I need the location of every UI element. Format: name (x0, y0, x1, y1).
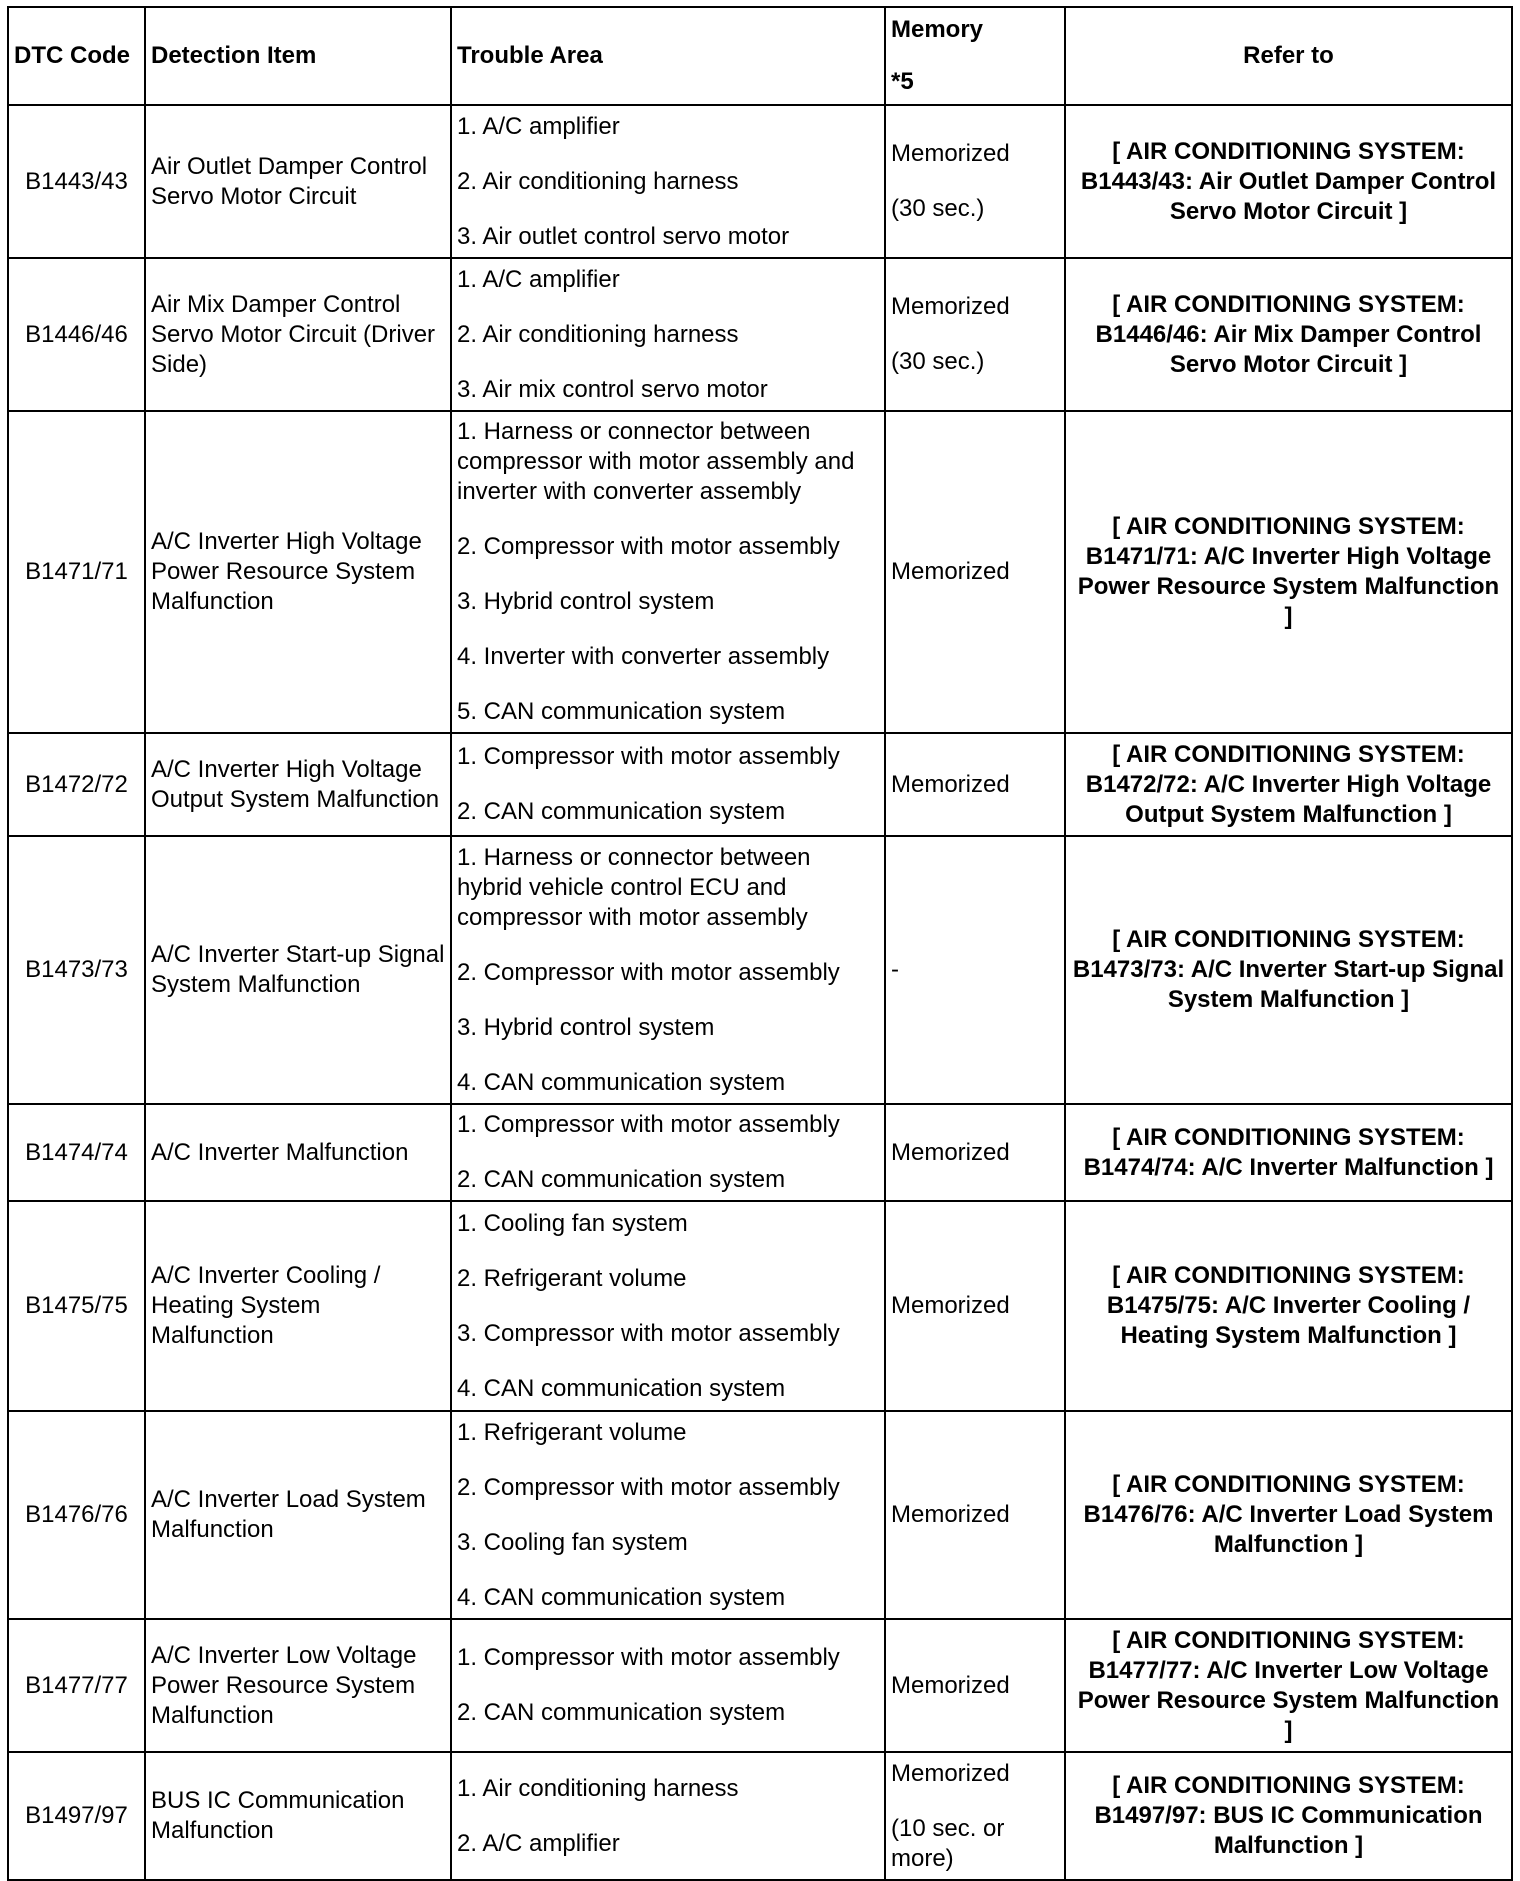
dtc-code-cell: B1474/74 (8, 1104, 145, 1201)
trouble-area-item: 1. Compressor with motor assembly (457, 1644, 840, 1671)
memory-cell (885, 1752, 1065, 1880)
trouble-area-item: 1. Compressor with motor assembly (457, 1111, 840, 1138)
dtc-code-cell: B1443/43 (8, 105, 145, 258)
trouble-area-item: 5. CAN communication system (457, 698, 786, 725)
dtc-code-cell: B1497/97 (8, 1752, 145, 1880)
trouble-area-cell (451, 1752, 885, 1880)
trouble-area-item: 3. Cooling fan system (457, 1528, 688, 1556)
memory-duration: (30 sec.) (891, 348, 985, 375)
trouble-area-item: 2. CAN communication system (457, 1699, 786, 1726)
detection-item-cell: Air Mix Damper Control Servo Motor Circuit (Driver Side) (145, 258, 451, 411)
header-memory-note: *5 (891, 68, 914, 95)
table-row (8, 1201, 1512, 1411)
dtc-code-cell: B1473/73 (8, 836, 145, 1104)
trouble-area-item: 3. Air outlet control servo motor (457, 222, 790, 250)
trouble-area-item: 2. CAN communication system (457, 798, 786, 825)
table-row (8, 1619, 1512, 1752)
header-memory-label: Memory (891, 16, 984, 43)
trouble-area-item: 1. Air conditioning harness (457, 1774, 739, 1802)
detection-item-cell: A/C Inverter Load System Malfunction (145, 1411, 451, 1619)
table-row (8, 1752, 1512, 1880)
trouble-area-item: 4. Inverter with converter assembly (457, 643, 830, 670)
refer-to-cell: [ AIR CONDITIONING SYSTEM: B1474/74: A/C Inverter Malfunction ] (1065, 1104, 1512, 1201)
header-detection-item: Detection Item (145, 7, 451, 105)
trouble-area-item: 2. Compressor with motor assembly (457, 533, 840, 560)
trouble-area-item: 4. CAN communication system (457, 1374, 786, 1402)
table-row (8, 258, 1512, 411)
detection-item-cell: A/C Inverter High Voltage Output System Malfunction (145, 733, 451, 836)
dtc-table (7, 6, 1513, 1881)
memory-status: Memorized (891, 293, 1010, 320)
trouble-area-item: 2. Compressor with motor assembly (457, 1473, 840, 1501)
memory-cell (885, 1411, 1065, 1619)
trouble-area-cell (451, 258, 885, 411)
trouble-area-cell (451, 1619, 885, 1752)
trouble-area-cell (451, 1104, 885, 1201)
memory-duration: (30 sec.) (891, 195, 985, 222)
table-row (8, 1104, 1512, 1201)
trouble-area-item: 1. Harness or connector between compressor with motor assembly and inverter with converter assembly (457, 418, 855, 505)
memory-cell (885, 1104, 1065, 1201)
memory-cell (885, 1619, 1065, 1752)
trouble-area-item: 2. Air conditioning harness (457, 167, 739, 195)
trouble-area-item: 1. Cooling fan system (457, 1209, 688, 1237)
detection-item-cell: A/C Inverter Malfunction (145, 1104, 451, 1201)
refer-to-cell: [ AIR CONDITIONING SYSTEM: B1471/71: A/C Inverter High Voltage Power Resource System Malfunction ] (1065, 411, 1512, 733)
trouble-area-cell (451, 1201, 885, 1411)
memory-duration: (10 sec. or more) (891, 1814, 1005, 1872)
header-row (8, 7, 1512, 105)
memory-status: Memorized (891, 770, 1010, 798)
trouble-area-item: 1. Harness or connector between hybrid vehicle control ECU and compressor with motor assembly (457, 843, 811, 931)
detection-item-cell: A/C Inverter Low Voltage Power Resource System Malfunction (145, 1619, 451, 1752)
memory-status: Memorized (891, 1759, 1010, 1787)
dtc-code-cell: B1471/71 (8, 411, 145, 733)
trouble-area-item: 2. Compressor with motor assembly (457, 958, 840, 986)
dtc-code-cell: B1475/75 (8, 1201, 145, 1411)
memory-status: Memorized (891, 1292, 1010, 1319)
memory-cell (885, 258, 1065, 411)
detection-item-cell: A/C Inverter High Voltage Power Resource System Malfunction (145, 411, 451, 733)
table-row (8, 1411, 1512, 1619)
refer-to-cell: [ AIR CONDITIONING SYSTEM: B1475/75: A/C Inverter Cooling / Heating System Malfunction ] (1065, 1201, 1512, 1411)
trouble-area-item: 3. Hybrid control system (457, 588, 715, 615)
memory-cell (885, 105, 1065, 258)
refer-to-cell: [ AIR CONDITIONING SYSTEM: B1476/76: A/C Inverter Load System Malfunction ] (1065, 1411, 1512, 1619)
trouble-area-item: 4. CAN communication system (457, 1068, 786, 1096)
memory-status: - (891, 956, 899, 983)
refer-to-cell: [ AIR CONDITIONING SYSTEM: B1472/72: A/C Inverter High Voltage Output System Malfunction ] (1065, 733, 1512, 836)
memory-status: Memorized (891, 140, 1010, 167)
refer-to-cell: [ AIR CONDITIONING SYSTEM: B1477/77: A/C Inverter Low Voltage Power Resource System Malfunction ] (1065, 1619, 1512, 1752)
refer-to-cell: [ AIR CONDITIONING SYSTEM: B1497/97: BUS IC Communication Malfunction ] (1065, 1752, 1512, 1880)
memory-status: Memorized (891, 558, 1010, 585)
dtc-code-cell: B1477/77 (8, 1619, 145, 1752)
memory-status: Memorized (891, 1501, 1010, 1528)
trouble-area-item: 2. CAN communication system (457, 1166, 786, 1193)
trouble-area-item: 2. Air conditioning harness (457, 320, 739, 348)
table-row (8, 411, 1512, 733)
detection-item-cell: BUS IC Communication Malfunction (145, 1752, 451, 1880)
memory-status: Memorized (891, 1671, 1010, 1699)
memory-cell (885, 836, 1065, 1104)
header-dtc-code: DTC Code (8, 7, 145, 105)
detection-item-cell: Air Outlet Damper Control Servo Motor Circuit (145, 105, 451, 258)
header-memory (885, 7, 1065, 105)
table-row (8, 105, 1512, 258)
trouble-area-cell (451, 411, 885, 733)
trouble-area-item: 2. Refrigerant volume (457, 1264, 687, 1292)
trouble-area-cell (451, 105, 885, 258)
memory-cell (885, 733, 1065, 836)
memory-cell (885, 411, 1065, 733)
dtc-code-cell: B1446/46 (8, 258, 145, 411)
detection-item-cell: A/C Inverter Cooling / Heating System Malfunction (145, 1201, 451, 1411)
trouble-area-item: 1. A/C amplifier (457, 265, 620, 293)
trouble-area-item: 1. Compressor with motor assembly (457, 743, 840, 770)
refer-to-cell: [ AIR CONDITIONING SYSTEM: B1446/46: Air Mix Damper Control Servo Motor Circuit ] (1065, 258, 1512, 411)
trouble-area-item: 1. Refrigerant volume (457, 1418, 687, 1446)
trouble-area-item: 3. Air mix control servo motor (457, 375, 768, 403)
dtc-code-cell: B1476/76 (8, 1411, 145, 1619)
memory-status: Memorized (891, 1138, 1010, 1166)
trouble-area-item: 3. Compressor with motor assembly (457, 1319, 840, 1347)
trouble-area-item: 2. A/C amplifier (457, 1829, 620, 1857)
trouble-area-cell (451, 733, 885, 836)
header-refer-to: Refer to (1065, 7, 1512, 105)
table-row (8, 836, 1512, 1104)
table-row (8, 733, 1512, 836)
refer-to-cell: [ AIR CONDITIONING SYSTEM: B1473/73: A/C Inverter Start-up Signal System Malfunction ] (1065, 836, 1512, 1104)
detection-item-cell: A/C Inverter Start-up Signal System Malfunction (145, 836, 451, 1104)
refer-to-cell: [ AIR CONDITIONING SYSTEM: B1443/43: Air Outlet Damper Control Servo Motor Circuit ] (1065, 105, 1512, 258)
trouble-area-cell (451, 1411, 885, 1619)
memory-cell (885, 1201, 1065, 1411)
trouble-area-item: 1. A/C amplifier (457, 112, 620, 140)
dtc-code-cell: B1472/72 (8, 733, 145, 836)
header-trouble-area: Trouble Area (451, 7, 885, 105)
trouble-area-cell (451, 836, 885, 1104)
trouble-area-item: 4. CAN communication system (457, 1583, 786, 1611)
trouble-area-item: 3. Hybrid control system (457, 1013, 715, 1041)
